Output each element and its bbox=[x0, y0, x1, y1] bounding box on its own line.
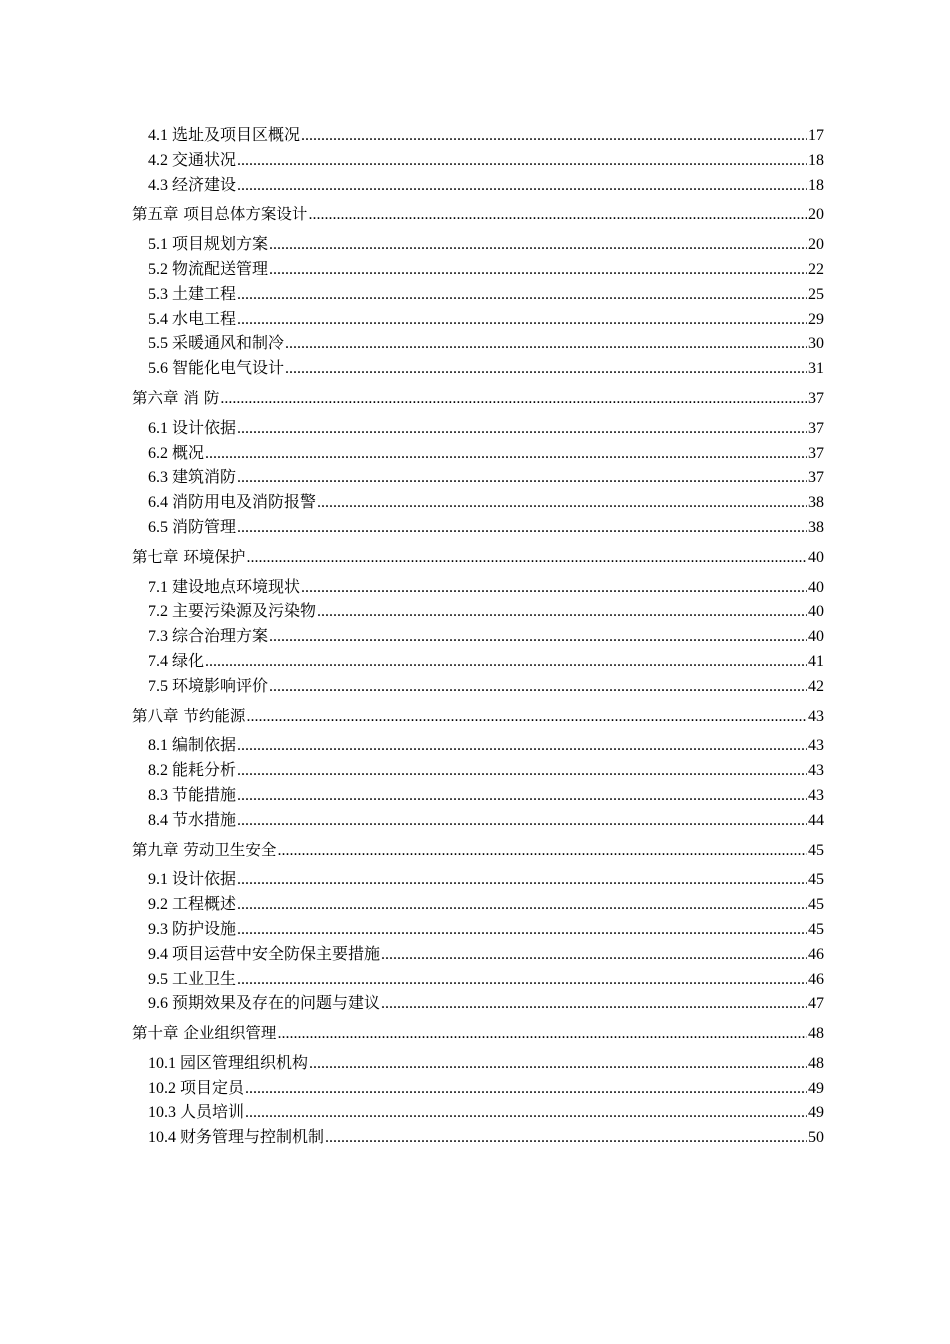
toc-page-number: 18 bbox=[808, 151, 824, 169]
toc-entry-label: 4.1 选址及项目区概况 bbox=[148, 127, 301, 144]
toc-dot-leader bbox=[237, 417, 807, 442]
toc-page-number: 40 bbox=[808, 548, 824, 566]
toc-dot-leader bbox=[285, 332, 807, 357]
toc-page-number: 38 bbox=[808, 494, 824, 512]
toc-entry-label: 9.3 防护设施 bbox=[148, 920, 237, 938]
toc-page-number: 29 bbox=[808, 310, 824, 328]
toc-chapter-entry[interactable] bbox=[132, 704, 824, 729]
toc-dot-leader bbox=[246, 705, 807, 730]
toc-entry-label: 4.2 交通状况 bbox=[148, 151, 237, 169]
toc-page-number: 40 bbox=[808, 603, 824, 621]
toc-section-entry[interactable] bbox=[132, 675, 824, 700]
toc-section-entry[interactable] bbox=[132, 1126, 824, 1151]
toc-page-number: 20 bbox=[808, 236, 824, 254]
toc-section-entry[interactable] bbox=[132, 1101, 824, 1126]
toc-dot-leader bbox=[237, 283, 807, 308]
toc-page-number: 43 bbox=[808, 707, 824, 725]
toc-section-entry[interactable] bbox=[132, 149, 824, 174]
toc-section-entry[interactable] bbox=[132, 868, 824, 893]
toc-dot-leader bbox=[237, 734, 807, 759]
toc-dot-leader bbox=[277, 1022, 807, 1047]
toc-entry-label: 第五章 项目总体方案设计 bbox=[132, 205, 308, 224]
toc-chapter-entry[interactable] bbox=[132, 202, 824, 227]
toc-dot-leader bbox=[246, 546, 807, 571]
toc-section-entry[interactable] bbox=[132, 1052, 824, 1077]
toc-entry-label: 第七章 环境保护 bbox=[132, 547, 246, 566]
toc-entry-label: 7.4 绿化 bbox=[148, 652, 205, 670]
toc-dot-leader bbox=[325, 1126, 807, 1151]
toc-page-number: 46 bbox=[808, 970, 824, 988]
toc-page-number: 30 bbox=[808, 335, 824, 353]
toc-entry-label: 7.3 综合治理方案 bbox=[148, 628, 269, 646]
toc-section-entry[interactable] bbox=[132, 308, 824, 333]
toc-section-entry[interactable] bbox=[132, 734, 824, 759]
toc-section-entry[interactable] bbox=[132, 258, 824, 283]
toc-entry-label: 9.5 工业卫生 bbox=[148, 970, 237, 988]
toc-dot-leader bbox=[237, 466, 807, 491]
toc-section-entry[interactable] bbox=[132, 124, 824, 149]
toc-entry-label: 7.5 环境影响评价 bbox=[148, 677, 269, 695]
toc-dot-leader bbox=[237, 784, 807, 809]
toc-section-entry[interactable] bbox=[132, 174, 824, 199]
toc-entry-label: 6.3 建筑消防 bbox=[148, 469, 237, 487]
toc-section-entry[interactable] bbox=[132, 809, 824, 834]
toc-dot-leader bbox=[277, 839, 807, 864]
toc-section-entry[interactable] bbox=[132, 283, 824, 308]
toc-dot-leader bbox=[301, 576, 807, 601]
toc-page-number: 45 bbox=[808, 841, 824, 859]
toc-entry-label: 8.1 编制依据 bbox=[148, 737, 237, 755]
toc-dot-leader bbox=[301, 124, 807, 149]
toc-page-number: 48 bbox=[808, 1054, 824, 1072]
toc-page-number: 46 bbox=[808, 945, 824, 963]
toc-section-entry[interactable] bbox=[132, 893, 824, 918]
toc-page-number: 44 bbox=[808, 811, 824, 829]
toc-dot-leader bbox=[317, 491, 807, 516]
toc-dot-leader bbox=[317, 600, 807, 625]
toc-page-number: 31 bbox=[808, 360, 824, 378]
toc-page-number: 37 bbox=[808, 389, 824, 407]
toc-chapter-entry[interactable] bbox=[132, 1021, 824, 1046]
toc-section-entry[interactable] bbox=[132, 992, 824, 1017]
toc-dot-leader bbox=[245, 1101, 807, 1126]
toc-section-entry[interactable] bbox=[132, 491, 824, 516]
toc-entry-label: 6.1 设计依据 bbox=[148, 419, 237, 437]
toc-dot-leader bbox=[269, 625, 807, 650]
toc-section-entry[interactable] bbox=[132, 332, 824, 357]
toc-page-number: 25 bbox=[808, 285, 824, 303]
toc-dot-leader bbox=[245, 1077, 807, 1102]
toc-dot-leader bbox=[237, 809, 807, 834]
toc-dot-leader bbox=[237, 868, 807, 893]
toc-entry-label: 5.6 智能化电气设计 bbox=[148, 360, 285, 378]
toc-entry-label: 8.4 节水措施 bbox=[148, 811, 237, 829]
toc-section-entry[interactable] bbox=[132, 417, 824, 442]
toc-entry-label: 5.4 水电工程 bbox=[148, 310, 237, 328]
toc-dot-leader bbox=[220, 387, 807, 412]
toc-page-number: 49 bbox=[808, 1079, 824, 1097]
toc-entry-label: 10.1 园区管理组织机构 bbox=[148, 1054, 309, 1072]
toc-entry-label: 5.2 物流配送管理 bbox=[148, 260, 269, 278]
toc-entry-label: 5.1 项目规划方案 bbox=[148, 236, 269, 254]
toc-dot-leader bbox=[381, 943, 807, 968]
toc-dot-leader bbox=[237, 308, 807, 333]
toc-entry-label: 8.2 能耗分析 bbox=[148, 762, 237, 780]
toc-section-entry[interactable] bbox=[132, 943, 824, 968]
toc-dot-leader bbox=[237, 149, 807, 174]
toc-section-entry[interactable] bbox=[132, 650, 824, 675]
toc-page-number: 43 bbox=[808, 737, 824, 755]
toc-page-number: 40 bbox=[808, 628, 824, 646]
toc-dot-leader bbox=[205, 442, 807, 467]
toc-section-entry[interactable] bbox=[132, 968, 824, 993]
toc-page-number: 17 bbox=[808, 127, 824, 144]
toc-entry-label: 9.1 设计依据 bbox=[148, 871, 237, 889]
toc-section-entry[interactable] bbox=[132, 233, 824, 258]
toc-section-entry[interactable] bbox=[132, 784, 824, 809]
toc-entry-label: 6.4 消防用电及消防报警 bbox=[148, 494, 317, 512]
toc-entry-label: 6.5 消防管理 bbox=[148, 518, 237, 536]
toc-dot-leader bbox=[269, 258, 807, 283]
toc-entry-label: 9.4 项目运营中安全防保主要措施 bbox=[148, 945, 381, 963]
toc-entry-label: 第九章 劳动卫生安全 bbox=[132, 840, 277, 859]
toc-dot-leader bbox=[308, 203, 807, 228]
toc-section-entry[interactable] bbox=[132, 516, 824, 541]
toc-page-number: 22 bbox=[808, 260, 824, 278]
toc-chapter-entry[interactable] bbox=[132, 386, 824, 411]
toc-page-number: 43 bbox=[808, 762, 824, 780]
toc-page-number: 50 bbox=[808, 1129, 824, 1147]
toc-dot-leader bbox=[205, 650, 807, 675]
toc-entry-label: 9.6 预期效果及存在的问题与建议 bbox=[148, 995, 381, 1013]
toc-dot-leader bbox=[237, 174, 807, 199]
toc-chapter-entry[interactable] bbox=[132, 838, 824, 863]
toc-dot-leader bbox=[381, 992, 807, 1017]
toc-entry-label: 5.3 土建工程 bbox=[148, 285, 237, 303]
toc-page-number: 18 bbox=[808, 176, 824, 194]
toc-entry-label: 9.2 工程概述 bbox=[148, 896, 237, 914]
toc-section-entry[interactable] bbox=[132, 1077, 824, 1102]
toc-page-number: 48 bbox=[808, 1025, 824, 1043]
toc-page-number: 45 bbox=[808, 871, 824, 889]
toc-dot-leader bbox=[237, 968, 807, 993]
toc-page-number: 37 bbox=[808, 444, 824, 462]
toc-section-entry[interactable] bbox=[132, 625, 824, 650]
toc-dot-leader bbox=[285, 357, 807, 382]
toc-entry-label: 第八章 节约能源 bbox=[132, 706, 246, 725]
toc-page-number: 41 bbox=[808, 652, 824, 670]
toc-dot-leader bbox=[237, 893, 807, 918]
toc-entry-label: 8.3 节能措施 bbox=[148, 786, 237, 804]
toc-dot-leader bbox=[237, 759, 807, 784]
toc-section-entry[interactable] bbox=[132, 600, 824, 625]
toc-section-entry[interactable] bbox=[132, 759, 824, 784]
toc-page-number: 20 bbox=[808, 206, 824, 224]
toc-page-number: 49 bbox=[808, 1104, 824, 1122]
toc-page-number: 43 bbox=[808, 786, 824, 804]
toc-entry-label: 10.4 财务管理与控制机制 bbox=[148, 1129, 325, 1147]
toc-entry-label: 7.2 主要污染源及污染物 bbox=[148, 603, 317, 621]
toc-entry-label: 6.2 概况 bbox=[148, 444, 205, 462]
toc-entry-label: 10.2 项目定员 bbox=[148, 1079, 245, 1097]
toc-page-number: 38 bbox=[808, 518, 824, 536]
toc-dot-leader bbox=[269, 233, 807, 258]
toc-page-number: 45 bbox=[808, 920, 824, 938]
toc-section-entry[interactable] bbox=[132, 576, 824, 601]
toc-entry-label: 第十章 企业组织管理 bbox=[132, 1024, 277, 1043]
toc-page-number: 40 bbox=[808, 578, 824, 596]
toc-dot-leader bbox=[309, 1052, 807, 1077]
toc-page-number: 37 bbox=[808, 419, 824, 437]
toc-page-number: 47 bbox=[808, 995, 824, 1013]
toc-entry-label: 10.3 人员培训 bbox=[148, 1104, 245, 1122]
toc-chapter-entry[interactable] bbox=[132, 545, 824, 570]
toc-entry-label: 5.5 采暖通风和制冷 bbox=[148, 335, 285, 353]
toc-entry-label: 7.1 建设地点环境现状 bbox=[148, 578, 301, 596]
toc-entry-label: 第六章 消 防 bbox=[132, 388, 220, 407]
toc-section-entry[interactable] bbox=[132, 357, 824, 382]
toc-entry-label: 4.3 经济建设 bbox=[148, 176, 237, 194]
toc-section-entry[interactable] bbox=[132, 442, 824, 467]
toc-section-entry[interactable] bbox=[132, 918, 824, 943]
toc-page-number: 45 bbox=[808, 896, 824, 914]
toc-section-entry[interactable] bbox=[132, 466, 824, 491]
toc-dot-leader bbox=[269, 675, 807, 700]
toc-page-number: 37 bbox=[808, 469, 824, 487]
toc-dot-leader bbox=[237, 918, 807, 943]
toc-dot-leader bbox=[237, 516, 807, 541]
toc-page-number: 42 bbox=[808, 677, 824, 695]
table-of-contents bbox=[132, 124, 824, 1151]
